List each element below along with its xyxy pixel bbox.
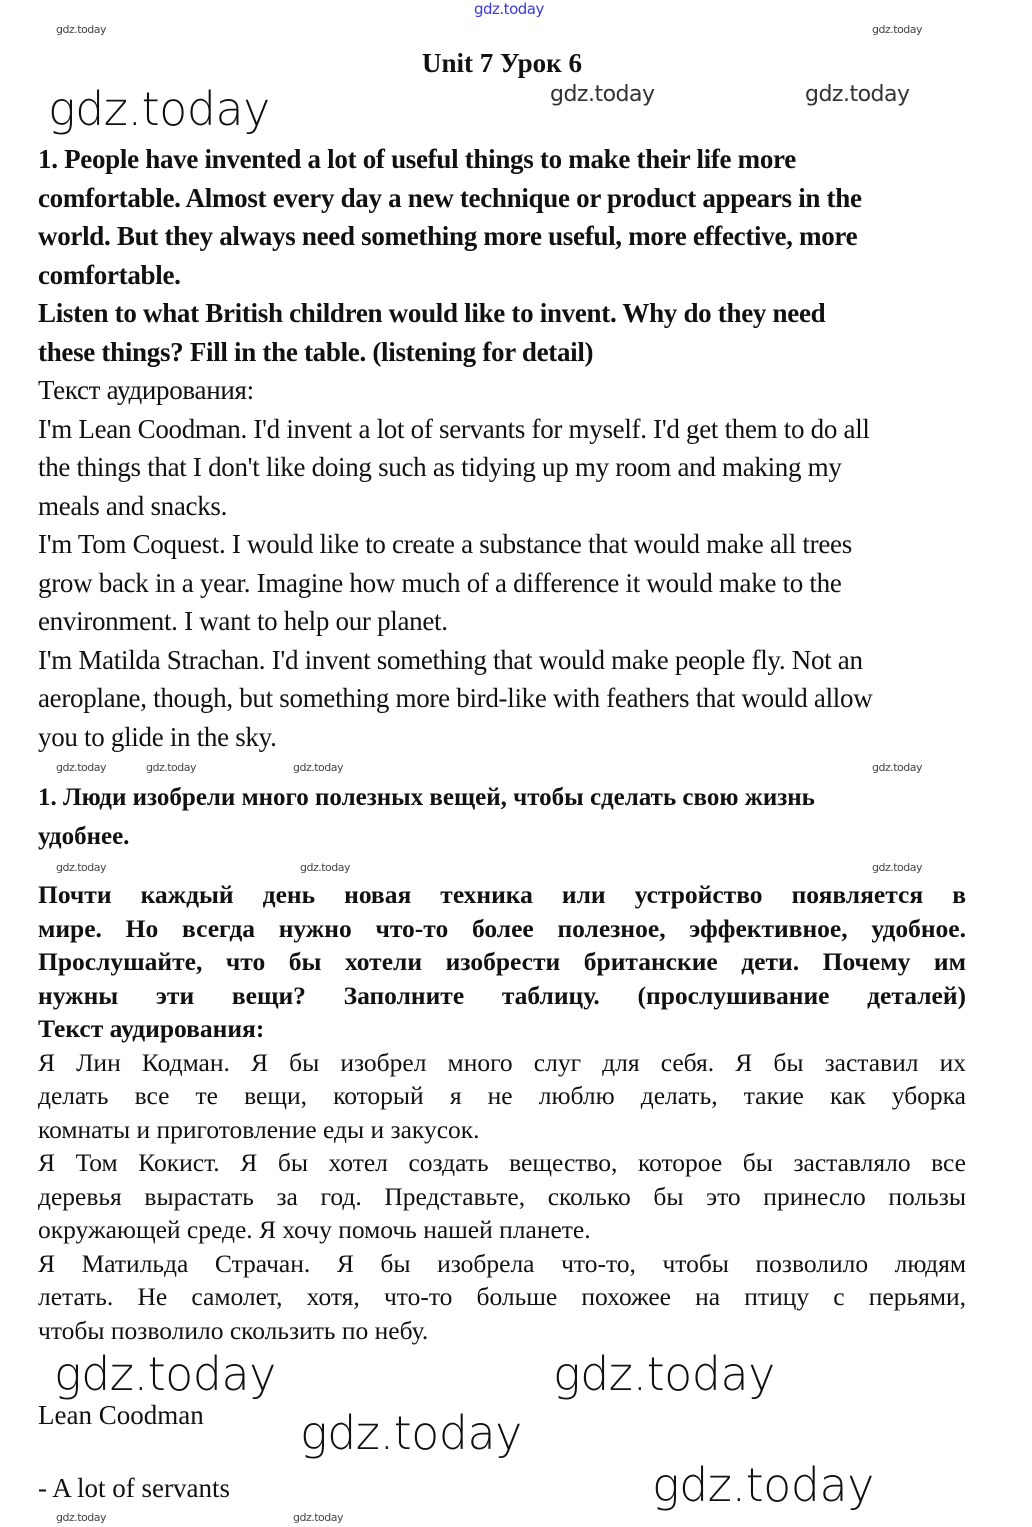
task-line: comfortable. bbox=[38, 259, 181, 290]
task-heading-line: 1. Люди изобрели много полезных вещей, чтобы сделать свою жизнь bbox=[38, 784, 815, 811]
page-title: Unit 7 Урок 6 bbox=[422, 48, 582, 78]
text-line: environment. I want to help our planet. bbox=[38, 606, 448, 636]
text-line: I'm Tom Coquest. I would like to create a substance that would make all trees bbox=[38, 529, 852, 559]
text-label: Текст аудирования: bbox=[38, 1014, 265, 1043]
watermark: gdz.today bbox=[300, 861, 351, 874]
watermark: gdz.today bbox=[293, 761, 344, 774]
russian-section bbox=[38, 878, 966, 1347]
text-line: окружающей среде. Я хочу помочь нашей планете. bbox=[38, 1215, 591, 1244]
watermark: gdz.today bbox=[553, 1347, 775, 1401]
watermark: gdz.today bbox=[54, 1347, 276, 1401]
text-line: чтобы позволило скользить по небу. bbox=[38, 1315, 429, 1345]
watermark: gdz.today bbox=[805, 82, 910, 107]
answer-item: - A lot of servants bbox=[38, 1473, 230, 1503]
watermark: gdz.today bbox=[872, 761, 923, 774]
text-line: Я Том Кокист. Я бы хотел создать вещество, которое бы заставляло все bbox=[38, 1148, 966, 1177]
task-line: these things? Fill in the table. (listening for detail) bbox=[38, 336, 594, 367]
text-line: aeroplane, though, but something more bird-like with feathers that would allow bbox=[38, 683, 873, 713]
task-line: 1. People have invented a lot of useful things to make their life more bbox=[38, 144, 796, 174]
task-line: Прослушайте, что бы хотели изобрести британские дети. Почему им bbox=[38, 947, 966, 976]
task-line: нужны эти вещи? Заполните таблицу. (прослушивание деталей) bbox=[38, 980, 966, 1010]
answer-name: Lean Coodman bbox=[38, 1400, 204, 1430]
text-line: you to glide in the sky. bbox=[38, 721, 277, 752]
watermark: gdz.today bbox=[56, 23, 107, 36]
watermark: gdz.today bbox=[872, 861, 923, 874]
text-line: Я Лин Кодман. Я бы изобрел много слуг для себя. Я бы заставил их bbox=[38, 1047, 966, 1077]
task-line: Listen to what British children would like to invent. Why do they need bbox=[38, 298, 826, 328]
page-header-watermark[interactable]: gdz.today bbox=[474, 0, 544, 18]
watermark: gdz.today bbox=[872, 23, 923, 36]
watermark: gdz.today bbox=[56, 761, 107, 774]
watermark: gdz.today bbox=[550, 82, 655, 107]
watermark: gdz.today bbox=[293, 1511, 344, 1524]
task-line: comfortable. Almost every day a new technique or product appears in the bbox=[38, 182, 862, 213]
russian-heading bbox=[38, 778, 966, 856]
text-line: the things that I don't like doing such as tidying up my room and making my bbox=[38, 452, 842, 482]
text-line: делать все те вещи, который я не люблю делать, такие как уборка bbox=[38, 1081, 966, 1110]
watermark: gdz.today bbox=[56, 861, 107, 874]
watermark: gdz.today bbox=[652, 1458, 874, 1512]
text-line: Я Матильда Страчан. Я бы изобрела что-то, чтобы позволило людям bbox=[38, 1248, 966, 1278]
task-line: Почти каждый день новая техника или устройство появляется в bbox=[38, 880, 966, 909]
task-heading-line: удобнее. bbox=[38, 823, 130, 850]
text-line: деревья вырастать за год. Представьте, сколько бы это принесло пользы bbox=[38, 1181, 966, 1211]
task-line: world. But they always need something more useful, more effective, more bbox=[38, 221, 858, 251]
text-line: grow back in a year. Imagine how much of a difference it would make to the bbox=[38, 567, 842, 598]
watermark: gdz.today bbox=[300, 1406, 522, 1460]
watermark: gdz.today bbox=[48, 82, 270, 136]
text-line: I'm Matilda Strachan. I'd invent something that would make people fly. Not an bbox=[38, 644, 863, 675]
text-label: Текст аудирования: bbox=[38, 375, 254, 405]
english-section bbox=[38, 140, 998, 756]
text-line: комнаты и приготовление еды и закусок. bbox=[38, 1114, 480, 1144]
text-line: meals and snacks. bbox=[38, 490, 228, 521]
watermark: gdz.today bbox=[146, 761, 197, 774]
text-line: I'm Lean Coodman. I'd invent a lot of servants for myself. I'd get them to do all bbox=[38, 413, 870, 444]
task-line: мире. Но всегда нужно что-то более полезное, эффективное, удобное. bbox=[38, 913, 966, 943]
watermark: gdz.today bbox=[56, 1511, 107, 1524]
text-line: летать. Не самолет, хотя, что-то больше похожее на птицу с перьями, bbox=[38, 1282, 966, 1311]
